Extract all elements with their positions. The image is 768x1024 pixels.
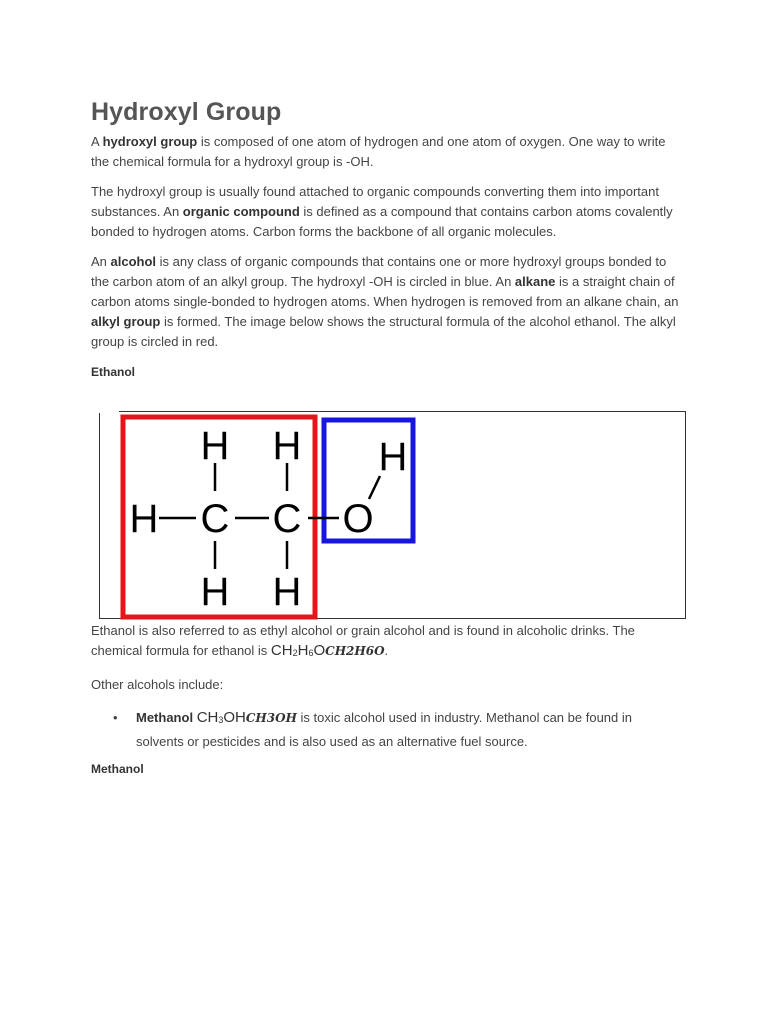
atom-h-top-left: H: [200, 424, 230, 468]
formula-methanol-math: CH3OH: [245, 711, 297, 725]
atom-h-top-right: H: [272, 424, 302, 468]
atom-h-bottom-left: H: [200, 570, 230, 614]
paragraph-organic-compound: The hydroxyl group is usually found attached to organic compounds converting them into important substances. An organic compound is defined as a compound that contains carbon atoms covalently bonded to hydrogen atoms. Carbon forms the backbone of all organic molecules.: [91, 184, 673, 239]
atom-h-oxygen: H: [378, 435, 408, 479]
paragraph-hydroxyl-definition: A hydroxyl group is composed of one atom of hydrogen and one atom of oxygen. One way to write the chemical formula for a hydroxyl group is -OH.: [91, 134, 666, 169]
formula-ethanol-math: CH2H6O: [325, 644, 385, 658]
paragraph-other-alcohols: Other alcohols include:: [91, 677, 224, 692]
caption-methanol: Methanol: [91, 762, 144, 776]
page-title: Hydroxyl Group: [91, 98, 282, 126]
paragraph-alcohol: An alcohol is any class of organic compounds that contains one or more hydroxyl groups bonded to the carbon atom of an alkyl group. The hydroxyl -OH is circled in blue. An alkane is a straight chain of carbon atoms single-bonded to hydrogen atoms. When hydrogen is removed from an alkane chain, an alkyl group is formed. The image below shows the structural formula of the alcohol ethanol. The alkyl group is circled in red.: [91, 254, 679, 349]
term-alkyl-group: alkyl group: [91, 314, 161, 329]
term-methanol: Methanol: [136, 710, 194, 725]
term-alcohol: alcohol: [110, 254, 157, 269]
formula-methanol: $CH_3OH$: [196, 709, 246, 726]
term-alkane: alkane: [514, 274, 556, 289]
list-item: • Methanol $CH_3OHCH3OH$ is toxic alcohol used in industry. Methanol can be found in solvents or pesticides and is also used as an alternative fuel source.: [113, 709, 632, 749]
term-organic-compound: organic compound: [182, 204, 300, 219]
atom-o: O: [342, 497, 374, 541]
bond-o-h: [369, 476, 380, 499]
paragraph-ethanol-formula: Ethanol is also referred to as ethyl alcohol or grain alcohol and is found in alcoholic drinks. The chemical formula for ethanol is $CH_2H_6OCH2H6O$.: [91, 623, 635, 659]
formula-ethanol: $CH_2H_6O$: [270, 642, 326, 659]
alcohol-list: [91, 707, 681, 752]
bullet-icon: •: [113, 710, 118, 725]
caption-ethanol: Ethanol: [91, 365, 135, 379]
atom-c1: C: [200, 497, 230, 541]
atom-c2: C: [272, 497, 302, 541]
term-hydroxyl-group: hydroxyl group: [102, 134, 198, 149]
atom-h-bottom-right: H: [272, 570, 302, 614]
ethanol-structural-formula: [99, 405, 419, 621]
article: [91, 95, 681, 381]
atom-h-left: H: [129, 497, 159, 541]
